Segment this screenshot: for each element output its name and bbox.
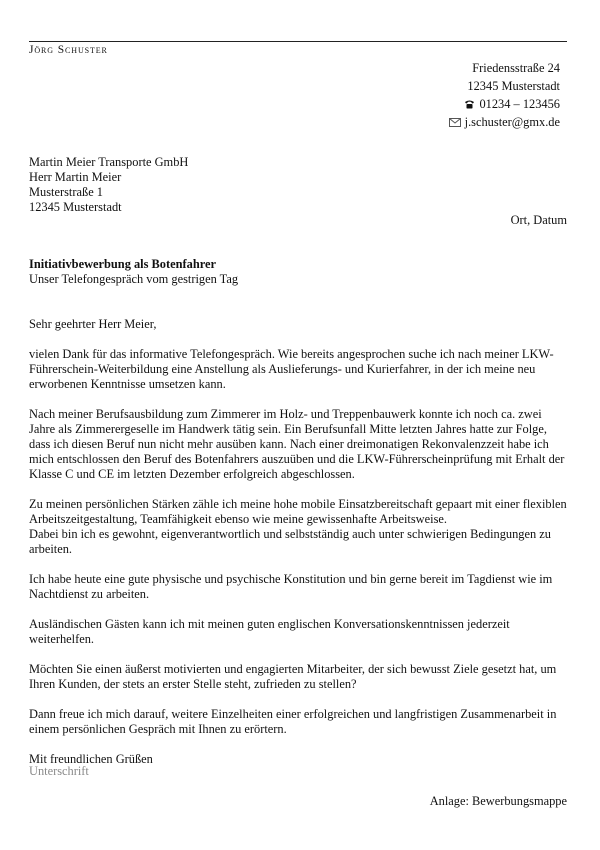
body-paragraph: Möchten Sie einen äußerst motivierten und engagierten Mitarbeiter, der sich bewusst Ziele gesetzt hat, um Ihren Kunden, der stets an erster Stelle steht, zufrieden zu stellen?: [29, 662, 557, 691]
closing: Mit freundlichen Grüßen: [29, 752, 153, 766]
sender-phone: 01234 – 123456: [479, 97, 560, 111]
body-paragraph: Ich habe heute eine gute physische und psychische Konstitution und bin gerne bereit im Tagdienst wie im Nachtdienst zu arbeiten.: [29, 572, 553, 601]
telephone-icon: [463, 98, 475, 110]
recipient-company: Martin Meier Transporte GmbH: [29, 155, 189, 169]
letter-body: [29, 317, 569, 782]
sender-email: j.schuster@gmx.de: [464, 115, 560, 129]
body-paragraph: Zu meinen persönlichen Stärken zähle ich meine hohe mobile Einsatzbereitschaft gepaart mit einer flexiblen Arbeitszeitgestaltung, Teamfähigkeit ebenso wie meine gewissenhafte Arbeitsweise. Dabei bin ich es gewohnt, eigenverantwortlich und selbstständig auch unter schwierigen Bedingungen zu arbeiten.: [29, 497, 567, 556]
place-date: Ort, Datum: [510, 213, 567, 227]
sender-city: 12345 Musterstadt: [467, 79, 560, 93]
envelope-icon: [449, 116, 461, 128]
attachment-note: Anlage: Bewerbungsmappe: [429, 794, 567, 808]
sender-street: Friedensstraße 24: [472, 61, 560, 75]
recipient-address-block: [29, 155, 188, 215]
subject-title: Initiativbewerbung als Botenfahrer: [29, 257, 217, 271]
sender-address-block: [449, 59, 560, 131]
subject-block: [29, 257, 238, 287]
body-paragraph: Nach meiner Berufsausbildung zum Zimmerer im Holz- und Treppenbauwerk konnte ich noch ca. zwei Jahre als Zimmerergeselle im Handwerk tätig sein. Ein Berufsunfall Mitte letzten Jahres hatte zur Folge, dass ich diesen Beruf nun nicht mehr ausüben kann. Nach einer dreimonatigen Rekonvalenzzeit habe ich mich entschlossen den Beruf des Botenfahrers auszuüben und die LKW-Führerscheinprüfung mit Erhalt der Klasse C und CE im letzten Dezember erfolgreich abgeschlossen.: [29, 407, 565, 481]
sender-phone-row: [449, 95, 560, 113]
salutation: Sehr geehrter Herr Meier,: [29, 317, 157, 331]
recipient-person: Herr Martin Meier: [29, 170, 122, 184]
signature-placeholder: Unterschrift: [29, 764, 89, 778]
body-paragraph: vielen Dank für das informative Telefongespräch. Wie bereits angesprochen suche ich nach meiner LKW-Führerschein-Weiterbildung eine Anstellung als Auslieferungs- und Kurierfahrer, in der ich meine neu erworbenen Kenntnisse umsetzen kann.: [29, 347, 554, 391]
recipient-city: 12345 Musterstadt: [29, 200, 122, 214]
body-paragraph: Dann freue ich mich darauf, weitere Einzelheiten einer erfolgreichen und langfristigen Zusammenarbeit in einem persönlichen Gespräch mit Ihnen zu erörtern.: [29, 707, 557, 736]
sender-email-row: [449, 113, 560, 131]
sender-name-header: Jörg Schuster: [29, 41, 567, 57]
subject-reference: Unser Telefongespräch vom gestrigen Tag: [29, 272, 239, 286]
recipient-street: Musterstraße 1: [29, 185, 103, 199]
body-paragraph: Ausländischen Gästen kann ich mit meinen guten englischen Konversationskenntnissen jederzeit weiterhelfen.: [29, 617, 510, 646]
